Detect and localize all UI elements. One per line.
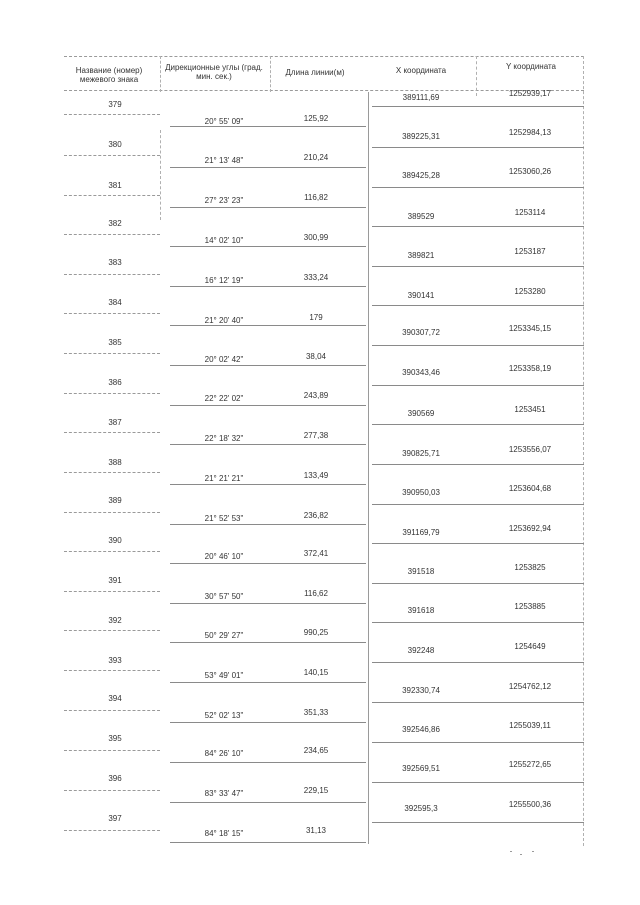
line-length: 300,99 [303, 233, 329, 242]
line-length: 210,24 [303, 153, 329, 162]
x-coordinate: 391169,79 [402, 528, 440, 537]
row-divider-middle [170, 642, 366, 643]
point-name: 385 [108, 338, 122, 347]
y-coordinate: 1253060,26 [508, 167, 552, 176]
line-length: 990,25 [303, 628, 329, 637]
line-length: 229,15 [303, 786, 329, 795]
line-length: 277,38 [303, 431, 329, 440]
row-divider-left [64, 195, 160, 196]
col-divider-3 [368, 92, 369, 844]
x-coordinate: 390307,72 [402, 328, 440, 337]
x-coordinate: 390343,46 [402, 368, 440, 377]
point-name: 381 [108, 181, 122, 190]
y-coordinate: 1254762,12 [508, 682, 552, 691]
row-divider-left [64, 234, 160, 235]
y-coordinate: 1253345,15 [508, 324, 552, 333]
row-divider-right [372, 622, 584, 623]
direction-angle: 30° 57' 50" [204, 592, 244, 601]
col-divider-4 [476, 56, 477, 96]
x-coordinate: 389225,31 [402, 132, 440, 141]
row-divider-left [64, 313, 160, 314]
x-coordinate: 389821 [407, 251, 435, 260]
row-divider-middle [170, 722, 366, 723]
row-divider-middle [170, 603, 366, 604]
row-divider-left [64, 710, 160, 711]
point-name: 388 [108, 458, 122, 467]
x-coordinate: 391618 [407, 606, 435, 615]
point-name: 390 [108, 536, 122, 545]
row-divider-left [64, 591, 160, 592]
direction-angle: 21° 52' 53" [204, 514, 244, 523]
row-divider-middle [170, 167, 366, 168]
row-divider-right [372, 742, 584, 743]
line-length: 38,04 [305, 352, 327, 361]
row-divider-middle [170, 325, 366, 326]
line-length: 243,89 [303, 391, 329, 400]
y-coordinate: 1253885 [514, 602, 546, 611]
header-x: X координата [395, 66, 447, 75]
point-name: 396 [108, 774, 122, 783]
row-divider-right [372, 702, 584, 703]
row-divider-right [372, 187, 584, 188]
row-divider-right [372, 226, 584, 227]
x-coordinate: 390569 [407, 409, 435, 418]
row-divider-right [372, 504, 584, 505]
row-divider-right [372, 305, 584, 306]
row-divider-right [372, 822, 584, 823]
point-name: 394 [108, 694, 122, 703]
header-name: Название (номер) межевого знака [75, 66, 143, 84]
point-name: 392 [108, 616, 122, 625]
direction-angle: 84° 26' 10" [204, 749, 244, 758]
scan-speck [510, 851, 512, 852]
point-name: 391 [108, 576, 122, 585]
direction-angle: 20° 46' 10" [204, 552, 244, 561]
row-divider-left [64, 830, 160, 831]
x-coordinate: 390950,03 [402, 488, 440, 497]
line-length: 333,24 [303, 273, 329, 282]
row-divider-middle [170, 444, 366, 445]
row-divider-left [64, 393, 160, 394]
x-coordinate: 390825,71 [402, 449, 440, 458]
direction-angle: 20° 02' 42" [204, 355, 244, 364]
row-divider-right [372, 424, 584, 425]
y-coordinate: 1253604,68 [508, 484, 552, 493]
row-divider-left [64, 432, 160, 433]
direction-angle: 84° 18' 15" [204, 829, 244, 838]
row-divider-left [64, 274, 160, 275]
x-coordinate: 390141 [407, 291, 435, 300]
y-coordinate: 1253451 [514, 405, 546, 414]
row-divider-right [372, 266, 584, 267]
point-name: 386 [108, 378, 122, 387]
x-coordinate: 389425,28 [402, 171, 440, 180]
row-divider-middle [170, 207, 366, 208]
row-divider-middle [170, 802, 366, 803]
row-divider-middle [170, 365, 366, 366]
line-length: 116,82 [304, 193, 328, 202]
line-length: 372,41 [303, 549, 329, 558]
point-name: 397 [108, 814, 122, 823]
row-divider-left [64, 551, 160, 552]
y-coordinate: 1255272,65 [508, 760, 552, 769]
point-name: 395 [108, 734, 122, 743]
direction-angle: 14° 02' 10" [204, 236, 244, 245]
y-coordinate: 1255039,11 [509, 721, 551, 730]
y-coordinate: 1252939,17 [508, 89, 552, 98]
col-divider-2 [270, 56, 271, 92]
row-divider-right [372, 345, 584, 346]
x-coordinate: 391518 [407, 567, 435, 576]
line-length: 125,92 [303, 114, 329, 123]
row-divider-left [64, 670, 160, 671]
row-divider-left [64, 512, 160, 513]
row-divider-middle [170, 246, 366, 247]
point-name: 379 [108, 100, 122, 109]
row-divider-middle [170, 842, 366, 843]
y-coordinate: 1255500,36 [508, 800, 552, 809]
direction-angle: 21° 21' 21" [204, 474, 244, 483]
line-length: 31,13 [305, 826, 327, 835]
y-coordinate: 1253358,19 [508, 364, 552, 373]
direction-angle: 27° 23' 23" [204, 196, 244, 205]
scan-speck [532, 851, 534, 852]
row-divider-left [64, 750, 160, 751]
col-divider-1 [160, 56, 161, 92]
direction-angle: 22° 22' 02" [204, 394, 244, 403]
point-name: 387 [108, 418, 122, 427]
row-divider-left [64, 155, 160, 156]
x-coordinate: 392569,51 [402, 764, 440, 773]
header-angle: Дирекционные углы (град. мин. сек.) [165, 63, 263, 81]
direction-angle: 21° 13' 48" [204, 156, 244, 165]
point-name: 380 [108, 140, 122, 149]
row-divider-right [372, 106, 584, 107]
direction-angle: 22° 18' 32" [204, 434, 244, 443]
y-coordinate: 1254649 [514, 642, 546, 651]
row-divider-left [64, 790, 160, 791]
x-coordinate: 392546,86 [402, 725, 440, 734]
row-divider-middle [170, 682, 366, 683]
y-coordinate: 1253114 [514, 208, 546, 217]
line-length: 236,82 [303, 511, 329, 520]
row-divider-middle [170, 762, 366, 763]
row-divider-middle [170, 484, 366, 485]
row-divider-right [372, 662, 584, 663]
row-divider-right [372, 583, 584, 584]
row-divider-middle [170, 405, 366, 406]
row-divider-left [64, 630, 160, 631]
header-length: Длина линии(м) [285, 68, 345, 77]
line-length: 179 [309, 313, 323, 322]
row-divider-right [372, 782, 584, 783]
row-divider-right [372, 464, 584, 465]
direction-angle: 83° 33' 47" [204, 789, 244, 798]
point-name: 383 [108, 258, 122, 267]
x-coordinate: 389111,69 [402, 93, 440, 102]
row-divider-left [64, 472, 160, 473]
row-divider-middle [170, 524, 366, 525]
direction-angle: 50° 29' 27" [204, 631, 244, 640]
point-name: 384 [108, 298, 122, 307]
y-coordinate: 1253556,07 [508, 445, 552, 454]
header-y: Y координата [505, 62, 557, 71]
line-length: 351,33 [303, 708, 329, 717]
row-divider-middle [170, 563, 366, 564]
x-coordinate: 392330,74 [402, 686, 440, 695]
direction-angle: 52° 02' 13" [204, 711, 244, 720]
point-name: 393 [108, 656, 122, 665]
row-divider-left [64, 114, 160, 115]
row-divider-right [372, 147, 584, 148]
direction-angle: 53° 49' 01" [204, 671, 244, 680]
y-coordinate: 1253825 [514, 563, 546, 572]
x-coordinate: 392248 [407, 646, 435, 655]
x-coordinate: 389529 [407, 212, 435, 221]
row-divider-right [372, 385, 584, 386]
row-divider-right [372, 543, 584, 544]
y-coordinate: 1253692,94 [508, 524, 552, 533]
right-border [583, 56, 584, 846]
top-border [64, 56, 584, 57]
scan-speck [520, 854, 522, 855]
row-divider-middle [170, 126, 366, 127]
row-divider-left [64, 353, 160, 354]
row-divider-middle [170, 286, 366, 287]
y-coordinate: 1253280 [514, 287, 546, 296]
line-length: 133,49 [303, 471, 329, 480]
direction-angle: 21° 20' 40" [204, 316, 244, 325]
y-coordinate: 1252984,13 [508, 128, 552, 137]
line-length: 116,62 [304, 589, 328, 598]
x-coordinate: 392595,3 [404, 804, 438, 813]
line-length: 234,65 [303, 746, 329, 755]
col-divider-1-lower [160, 130, 161, 220]
line-length: 140,15 [303, 668, 329, 677]
point-name: 382 [108, 219, 122, 228]
y-coordinate: 1253187 [514, 247, 546, 256]
point-name: 389 [108, 496, 122, 505]
direction-angle: 20° 55' 09" [204, 117, 244, 126]
direction-angle: 16° 12' 19" [204, 276, 244, 285]
